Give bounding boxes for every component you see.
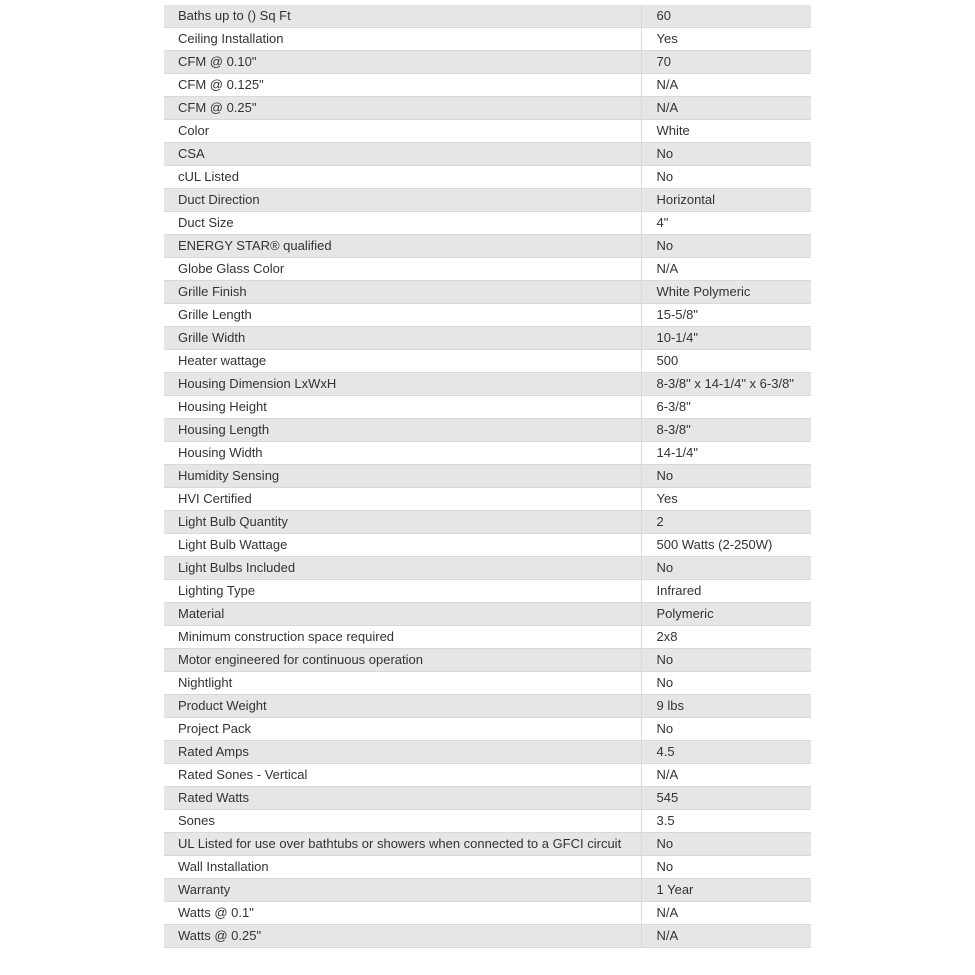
spec-label: Lighting Type [164, 580, 641, 603]
spec-label: Heater wattage [164, 350, 641, 373]
spec-row [164, 810, 811, 833]
spec-row [164, 787, 811, 810]
spec-label: Duct Size [164, 212, 641, 235]
spec-label: Watts @ 0.1" [164, 902, 641, 925]
spec-row [164, 511, 811, 534]
spec-row [164, 626, 811, 649]
spec-value: 60 [641, 5, 811, 28]
spec-value: 8-3/8" x 14-1/4" x 6-3/8" [641, 373, 811, 396]
spec-row [164, 695, 811, 718]
spec-row [164, 28, 811, 51]
spec-row [164, 258, 811, 281]
spec-value: Yes [641, 28, 811, 51]
spec-label: Grille Width [164, 327, 641, 350]
spec-label: UL Listed for use over bathtubs or showers when connected to a GFCI circuit [164, 833, 641, 856]
spec-value: No [641, 649, 811, 672]
spec-row [164, 166, 811, 189]
spec-value: 70 [641, 51, 811, 74]
spec-value: White [641, 120, 811, 143]
spec-value: N/A [641, 74, 811, 97]
spec-label: Minimum construction space required [164, 626, 641, 649]
spec-label: CFM @ 0.25" [164, 97, 641, 120]
spec-value: N/A [641, 97, 811, 120]
spec-label: CFM @ 0.125" [164, 74, 641, 97]
spec-label: Light Bulbs Included [164, 557, 641, 580]
spec-row [164, 534, 811, 557]
spec-value: No [641, 856, 811, 879]
spec-row [164, 281, 811, 304]
spec-row [164, 304, 811, 327]
spec-label: HVI Certified [164, 488, 641, 511]
spec-value: No [641, 235, 811, 258]
spec-label: Baths up to () Sq Ft [164, 5, 641, 28]
spec-label: Light Bulb Wattage [164, 534, 641, 557]
spec-value: 500 [641, 350, 811, 373]
spec-value: N/A [641, 925, 811, 948]
spec-row [164, 120, 811, 143]
spec-value: 1 Year [641, 879, 811, 902]
spec-row [164, 51, 811, 74]
spec-value: No [641, 833, 811, 856]
spec-label: CFM @ 0.10" [164, 51, 641, 74]
spec-row [164, 741, 811, 764]
spec-label: Housing Height [164, 396, 641, 419]
spec-value: No [641, 166, 811, 189]
spec-value: N/A [641, 902, 811, 925]
spec-row [164, 488, 811, 511]
spec-row [164, 143, 811, 166]
spec-value: No [641, 672, 811, 695]
spec-value: N/A [641, 258, 811, 281]
spec-row [164, 879, 811, 902]
spec-label: Rated Amps [164, 741, 641, 764]
spec-label: Wall Installation [164, 856, 641, 879]
spec-value: 545 [641, 787, 811, 810]
spec-row [164, 419, 811, 442]
spec-value: N/A [641, 764, 811, 787]
spec-row [164, 189, 811, 212]
spec-row [164, 212, 811, 235]
spec-row [164, 465, 811, 488]
spec-label: Color [164, 120, 641, 143]
spec-value: 3.5 [641, 810, 811, 833]
spec-label: Product Weight [164, 695, 641, 718]
spec-row [164, 902, 811, 925]
spec-label: Grille Finish [164, 281, 641, 304]
spec-value: No [641, 557, 811, 580]
spec-label: Sones [164, 810, 641, 833]
spec-row [164, 396, 811, 419]
spec-row [164, 74, 811, 97]
spec-value: 10-1/4" [641, 327, 811, 350]
spec-label: Housing Dimension LxWxH [164, 373, 641, 396]
spec-label: Grille Length [164, 304, 641, 327]
spec-value: 6-3/8" [641, 396, 811, 419]
spec-row [164, 603, 811, 626]
spec-value: Yes [641, 488, 811, 511]
spec-value: No [641, 718, 811, 741]
spec-value: Polymeric [641, 603, 811, 626]
spec-label: Motor engineered for continuous operation [164, 649, 641, 672]
spec-row [164, 557, 811, 580]
spec-label: CSA [164, 143, 641, 166]
spec-label: Humidity Sensing [164, 465, 641, 488]
spec-row [164, 764, 811, 787]
spec-value: No [641, 143, 811, 166]
spec-value: 4" [641, 212, 811, 235]
spec-value: 9 lbs [641, 695, 811, 718]
spec-label: Nightlight [164, 672, 641, 695]
spec-row [164, 580, 811, 603]
spec-label: Housing Width [164, 442, 641, 465]
spec-row [164, 718, 811, 741]
spec-row [164, 235, 811, 258]
spec-label: Light Bulb Quantity [164, 511, 641, 534]
spec-value: White Polymeric [641, 281, 811, 304]
spec-row [164, 442, 811, 465]
spec-value: Infrared [641, 580, 811, 603]
spec-value: 4.5 [641, 741, 811, 764]
spec-label: Rated Sones - Vertical [164, 764, 641, 787]
spec-value: 15-5/8" [641, 304, 811, 327]
spec-row [164, 649, 811, 672]
specifications-table-body [164, 5, 811, 948]
spec-value: Horizontal [641, 189, 811, 212]
spec-row [164, 672, 811, 695]
spec-label: Housing Length [164, 419, 641, 442]
spec-label: Rated Watts [164, 787, 641, 810]
spec-label: ENERGY STAR® qualified [164, 235, 641, 258]
spec-row [164, 833, 811, 856]
spec-value: 2x8 [641, 626, 811, 649]
spec-value: 14-1/4" [641, 442, 811, 465]
spec-label: Ceiling Installation [164, 28, 641, 51]
spec-row [164, 373, 811, 396]
spec-label: Project Pack [164, 718, 641, 741]
spec-row [164, 327, 811, 350]
spec-label: Duct Direction [164, 189, 641, 212]
spec-label: Warranty [164, 879, 641, 902]
spec-value: No [641, 465, 811, 488]
specifications-table [164, 5, 811, 948]
spec-value: 8-3/8" [641, 419, 811, 442]
spec-row [164, 97, 811, 120]
spec-row [164, 5, 811, 28]
spec-value: 500 Watts (2-250W) [641, 534, 811, 557]
spec-label: Material [164, 603, 641, 626]
spec-label: Globe Glass Color [164, 258, 641, 281]
spec-value: 2 [641, 511, 811, 534]
spec-label: Watts @ 0.25" [164, 925, 641, 948]
spec-row [164, 350, 811, 373]
spec-label: cUL Listed [164, 166, 641, 189]
spec-row [164, 856, 811, 879]
spec-row [164, 925, 811, 948]
